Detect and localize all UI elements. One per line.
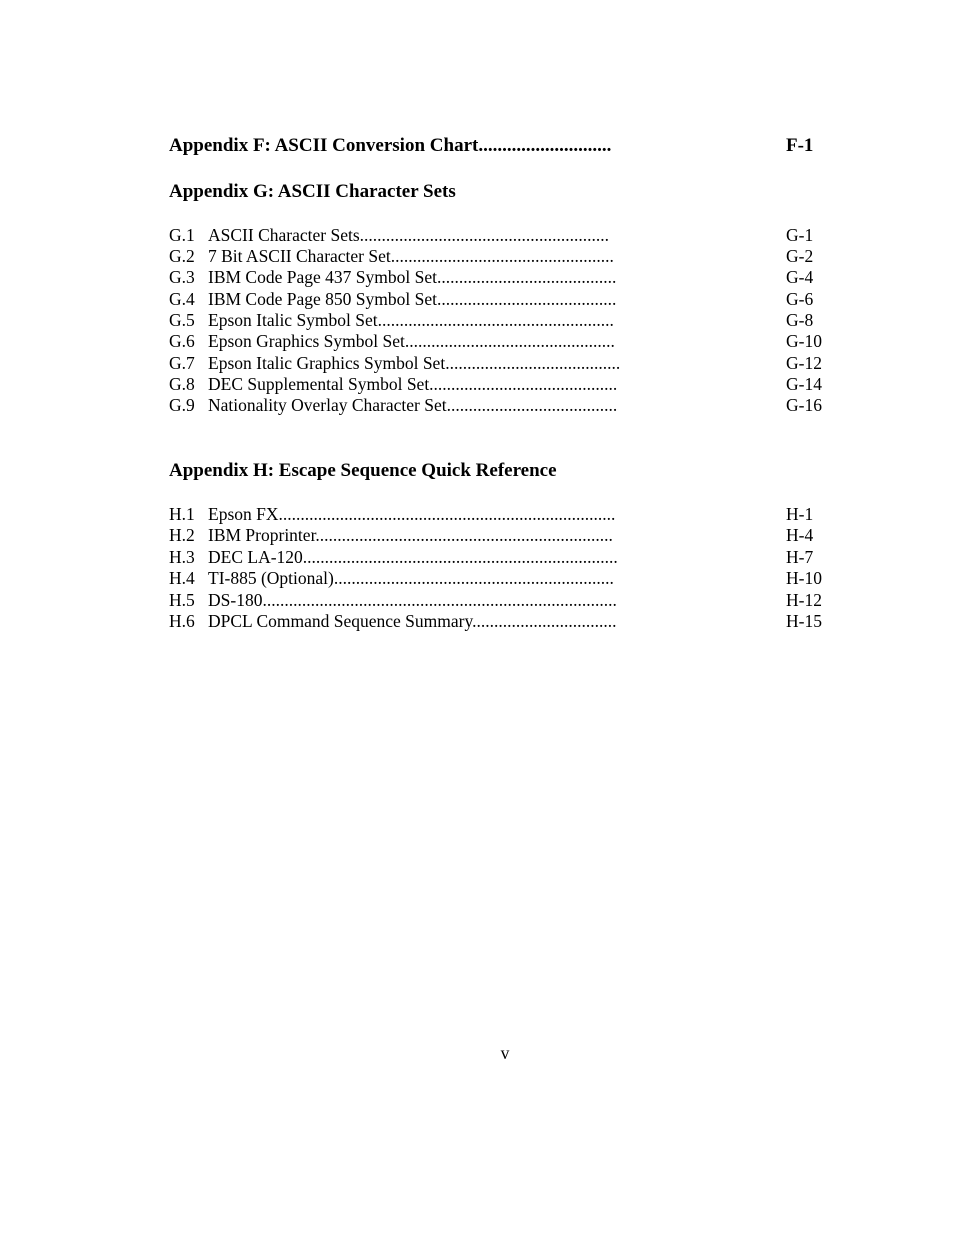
- toc-entry-page: G-16: [786, 395, 822, 415]
- toc-entry-page: G-1: [786, 225, 814, 245]
- toc-entry-number: H.2: [169, 525, 195, 545]
- toc-entry: [169, 590, 645, 611]
- toc-entry-number: G.8: [169, 374, 195, 394]
- toc-entry-page: G-6: [786, 289, 814, 309]
- toc-entry-number: G.3: [169, 267, 195, 287]
- toc-entry: [169, 310, 644, 331]
- toc-entry: [169, 267, 644, 288]
- toc-entry-title: Epson FX.............................................................................: [208, 504, 616, 524]
- toc-entry-number: H.5: [169, 590, 195, 610]
- toc-entry: [169, 395, 644, 416]
- toc-entry-title: Nationality Overlay Character Set.......................................: [208, 395, 618, 415]
- toc-entry: [169, 225, 644, 246]
- toc-entry: [169, 246, 644, 267]
- toc-entry-number: H.4: [169, 568, 195, 588]
- toc-entry: [169, 568, 642, 589]
- appendix-f-page: F-1: [786, 135, 814, 156]
- toc-entry-title: IBM Code Page 437 Symbol Set.........................................: [208, 267, 617, 287]
- toc-entry-title: Epson Italic Symbol Set......................................................: [208, 310, 614, 330]
- toc-entry-title: DEC LA-120........................................................................: [208, 547, 618, 567]
- toc-entry-title: DEC Supplemental Symbol Set...........................................: [208, 374, 618, 394]
- toc-entry-number: H.1: [169, 504, 195, 524]
- toc-entry-number: G.2: [169, 246, 195, 266]
- appendix-h-heading: Appendix H: Escape Sequence Quick Reference: [169, 460, 557, 481]
- toc-entry-page: H-15: [786, 611, 822, 631]
- toc-entry-number: H.6: [169, 611, 195, 631]
- toc-entry-page: G-10: [786, 331, 822, 351]
- toc-entry-title: DS-180.................................................................................: [208, 590, 617, 610]
- toc-entry-page: H-4: [786, 525, 814, 545]
- toc-entry-page: G-8: [786, 310, 814, 330]
- toc-entry-page: G-4: [786, 267, 814, 287]
- toc-entry-title: ASCII Character Sets.........................................................: [208, 225, 610, 245]
- toc-entry-title: Epson Italic Graphics Symbol Set........................................: [208, 353, 621, 373]
- toc-entry-title: IBM Proprinter....................................................................: [208, 525, 613, 545]
- toc-entry-page: H-12: [786, 590, 822, 610]
- toc-entry-page: G-12: [786, 353, 822, 373]
- toc-entry-page: H-1: [786, 504, 814, 524]
- toc-entry: [169, 353, 644, 374]
- appendix-f-heading: Appendix F: ASCII Conversion Chart............................: [169, 135, 612, 156]
- page-number: v: [500, 1043, 510, 1063]
- toc-entry-number: G.9: [169, 395, 195, 415]
- toc-entry-number: G.6: [169, 331, 195, 351]
- toc-entry-title: DPCL Command Sequence Summary.................................: [208, 611, 617, 631]
- toc-entry-title: IBM Code Page 850 Symbol Set.........................................: [208, 289, 617, 309]
- toc-entry-page: G-2: [786, 246, 814, 266]
- toc-entry: [169, 611, 643, 632]
- toc-entry: [169, 331, 644, 352]
- toc-entry: [169, 547, 646, 568]
- toc-entry: [169, 525, 644, 546]
- toc-entry-page: G-14: [786, 374, 822, 394]
- toc-entry-number: G.5: [169, 310, 195, 330]
- toc-entry: [169, 289, 644, 310]
- toc-entry-page: H-10: [786, 568, 822, 588]
- toc-entry: [169, 374, 644, 395]
- toc-entry-number: G.4: [169, 289, 195, 309]
- toc-entry-page: H-7: [786, 547, 814, 567]
- appendix-g-heading: Appendix G: ASCII Character Sets: [169, 181, 456, 202]
- toc-entry-number: G.1: [169, 225, 195, 245]
- toc-entry-title: 7 Bit ASCII Character Set...................................................: [208, 246, 614, 266]
- toc-entry-title: Epson Graphics Symbol Set................................................: [208, 331, 615, 351]
- toc-entry-title: TI-885 (Optional)................................................................: [208, 568, 614, 588]
- toc-entry-number: G.7: [169, 353, 195, 373]
- toc-entry: [169, 504, 644, 525]
- toc-entry-number: H.3: [169, 547, 195, 567]
